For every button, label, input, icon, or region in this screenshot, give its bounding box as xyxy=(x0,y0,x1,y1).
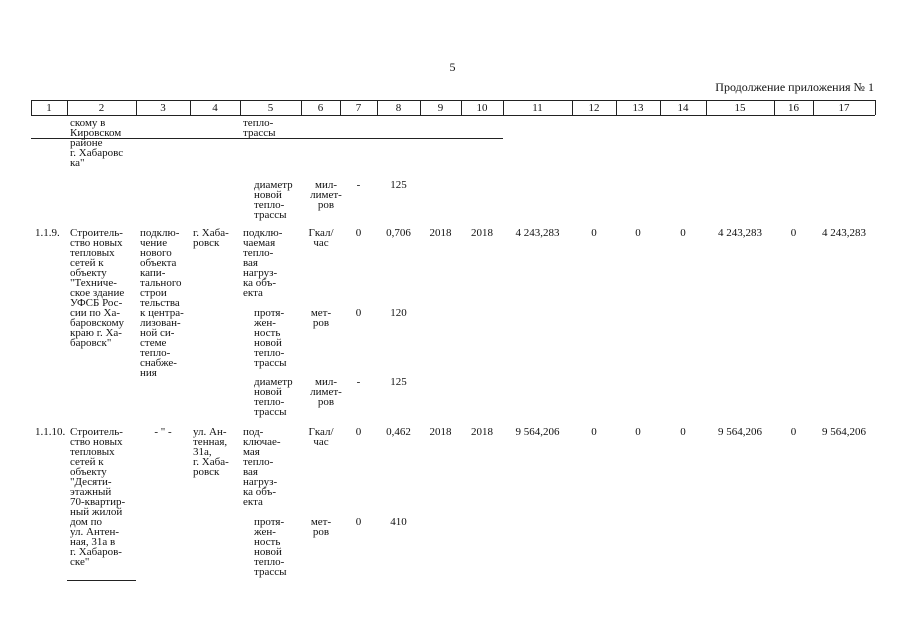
row-1-1-9-description: Строитель- ство новых тепловых сетей к объекту "Техниче- ское здание УФСБ Рос- сии по Ха- баровскому краю г. Ха- баровск" xyxy=(70,227,125,349)
carry-diameter-unit: мил- лимет- ров xyxy=(310,179,342,211)
row-1-1-10-length-unit: мет- ров xyxy=(310,516,332,538)
page-number: 5 xyxy=(449,60,456,74)
row-1-1-9-length-value: 120 xyxy=(390,307,407,319)
row-1-1-9-diameter-label: диаметр новой тепло- трассы xyxy=(254,376,293,418)
row-1-1-10-col-15: 9 564,206 xyxy=(718,426,762,438)
row-1-1-9-col-13: 0 xyxy=(635,227,641,239)
row-1-1-9-col-16: 0 xyxy=(790,227,797,239)
row-1-1-10-col-12: 0 xyxy=(591,426,597,438)
row-1-1-9-value: 0,706 xyxy=(386,227,411,239)
row-1-1-9-col-17: 4 243,283 xyxy=(822,227,866,239)
bottom-rule xyxy=(67,580,136,581)
row-1-1-9-year-start: 2018 xyxy=(429,227,452,239)
row-1-1-10-cost-total: 9 564,206 xyxy=(515,426,560,438)
row-1-1-9-diameter-unit: мил- лимет- ров xyxy=(310,376,342,408)
continuation-note: Продолжение приложения № 1 xyxy=(715,80,874,94)
header-col-9: 9 xyxy=(437,102,444,114)
carry-diameter-value: 125 xyxy=(390,179,407,191)
header-col-3: 3 xyxy=(160,102,166,114)
row-1-1-9-cost-total: 4 243,283 xyxy=(515,227,560,239)
row-1-1-10-length-base: 0 xyxy=(355,516,362,528)
row-1-1-10-base: 0 xyxy=(355,426,362,438)
row-1-1-9-indicator: подклю- чаемая тепло- вая нагруз- ка объ- екта xyxy=(243,227,283,299)
header-col-16: 16 xyxy=(788,102,799,114)
row-1-1-9-unit: Гкал/ час xyxy=(308,227,334,249)
row-1-1-9-location: г. Хаба- ровск xyxy=(193,227,229,249)
row-1-1-10-col-13: 0 xyxy=(635,426,641,438)
row-1-1-10-col-16: 0 xyxy=(790,426,797,438)
row-1-1-9-year-end: 2018 xyxy=(471,227,493,239)
row-1-1-9-col-15: 4 243,283 xyxy=(718,227,762,239)
row-1-1-10-purpose: - " - xyxy=(154,426,172,438)
header-col-11: 11 xyxy=(532,102,543,114)
header-col-12: 12 xyxy=(588,102,600,114)
header-col-15: 15 xyxy=(734,102,746,114)
row-1-1-9-diameter-base: - xyxy=(356,376,361,388)
row-1-1-9-col-14: 0 xyxy=(680,227,686,239)
row-1-1-9-purpose: подклю- чение нового объекта капи- тального строи тельства к центра- лизован- ной си- стеме тепло- снабже- ния xyxy=(140,227,184,379)
row-1-1-9-number: 1.1.9. xyxy=(35,227,60,239)
header-col-10: 10 xyxy=(476,102,488,114)
header-col-17: 17 xyxy=(838,102,850,114)
row-1-1-10-indicator: под- ключае- мая тепло- вая нагруз- ка объ- екта xyxy=(243,426,281,508)
header-divider xyxy=(875,100,876,115)
carry-diameter-label: диаметр новой тепло- трассы xyxy=(254,179,293,221)
row-1-1-10-length-label: протя- жен- ность новой тепло- трассы xyxy=(254,516,287,578)
row-1-1-10-unit: Гкал/ час xyxy=(308,426,334,448)
row-1-1-10-length-value: 410 xyxy=(390,516,407,528)
row-1-1-10-location: ул. Ан- тенная, 31а, г. Хаба- ровск xyxy=(193,426,229,478)
row-1-1-9-col-12: 0 xyxy=(591,227,597,239)
row-1-1-10-description: Строитель- ство новых тепловых сетей к объекту "Десяти- этажный 70-квартир- ный жилой дом по ул. Антен- ная, 31а в г. Хабаров- ске" xyxy=(70,426,126,568)
row-1-1-10-year-start: 2018 xyxy=(429,426,452,438)
row-1-1-9-length-base: 0 xyxy=(355,307,362,319)
header-col-14: 14 xyxy=(677,102,689,114)
row-1-1-10-col-14: 0 xyxy=(680,426,686,438)
header-col-1: 1 xyxy=(46,102,52,114)
header-col-2: 2 xyxy=(98,102,105,114)
row-1-1-9-base: 0 xyxy=(355,227,362,239)
header-col-8: 8 xyxy=(395,102,402,114)
row-1-1-10-col-17: 9 564,206 xyxy=(822,426,866,438)
header-col-7: 7 xyxy=(355,102,362,114)
row-1-1-10-year-end: 2018 xyxy=(471,426,493,438)
row-1-1-10-number: 1.1.10. xyxy=(35,426,66,438)
header-bottom-border xyxy=(31,115,875,116)
carry-rule xyxy=(31,138,136,139)
header-top-border xyxy=(31,100,875,101)
carry-rule xyxy=(136,138,503,139)
row-1-1-9-length-unit: мет- ров xyxy=(310,307,332,329)
header-col-5: 5 xyxy=(267,102,274,114)
row-1-1-9-length-label: протя- жен- ность новой тепло- трассы xyxy=(254,307,287,369)
row-1-1-10-value: 0,462 xyxy=(386,426,411,438)
carry-unit-text: тепло- трассы xyxy=(243,117,276,139)
carry-description: скому в Кировском районе г. Хабаровс ка" xyxy=(70,117,124,169)
header-col-13: 13 xyxy=(632,102,644,114)
header-col-6: 6 xyxy=(317,102,324,114)
carry-diameter-base: - xyxy=(356,179,361,191)
header-col-4: 4 xyxy=(212,102,218,114)
row-1-1-9-diameter-value: 125 xyxy=(390,376,407,388)
